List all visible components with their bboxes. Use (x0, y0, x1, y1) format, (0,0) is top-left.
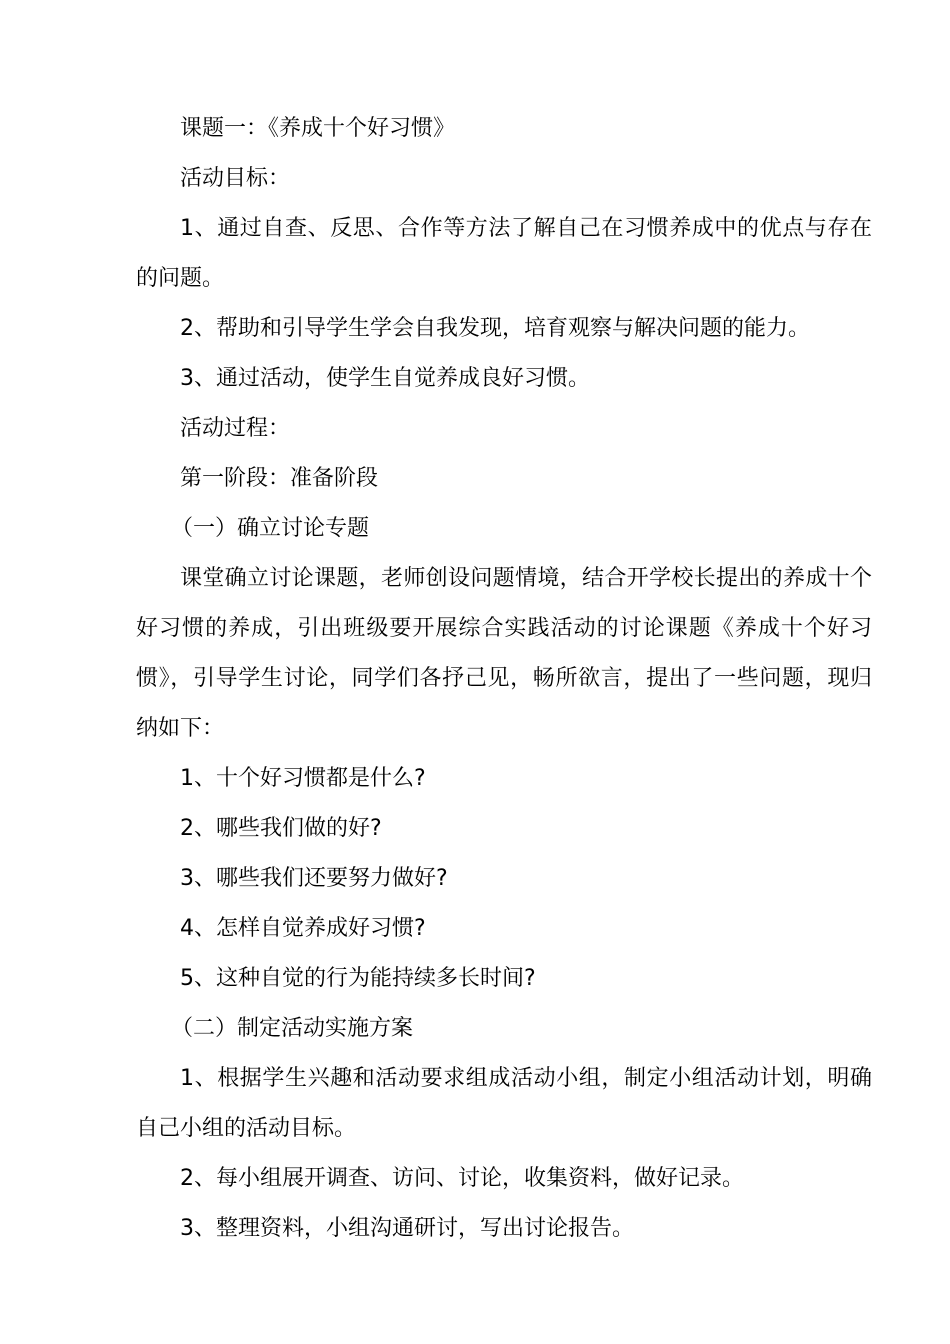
document-body (136, 104, 872, 1254)
question-item-3: 3、哪些我们还要努力做好? (180, 866, 448, 891)
process-heading: 活动过程： (180, 416, 291, 441)
question-item-5: 5、这种自觉的行为能持续多长时间? (180, 966, 536, 991)
section-one-heading: （一）确立讨论专题 (171, 516, 370, 541)
question-item-1: 1、十个好习惯都是什么? (180, 766, 426, 791)
objective-item-3: 3、通过活动，使学生自觉养成良好习惯。 (180, 366, 590, 391)
plan-item-3: 3、整理资料，小组沟通研讨，写出讨论报告。 (180, 1216, 634, 1241)
objective-item-2: 2、帮助和引导学生学会自我发现，培育观察与解决问题的能力。 (180, 316, 810, 341)
course-title: 课题一：《养成十个好习惯》 (180, 116, 456, 141)
question-item-4: 4、怎样自觉养成好习惯? (180, 916, 426, 941)
plan-item-2: 2、每小组展开调查、访问、讨论，收集资料，做好记录。 (180, 1166, 744, 1191)
question-item-2: 2、哪些我们做的好? (180, 816, 382, 841)
objectives-heading: 活动目标： (180, 166, 291, 191)
plan-item-1: 1、根据学生兴趣和活动要求组成活动小组，制定小组活动计划，明确自己小组的活动目标。 (136, 1066, 872, 1141)
stage-one-heading: 第一阶段：准备阶段 (180, 466, 379, 491)
section-one-body: 课堂确立讨论课题，老师创设问题情境，结合开学校长提出的养成十个好习惯的养成，引出班级要开展综合实践活动的讨论课题《养成十个好习惯》，引导学生讨论，同学们各抒己见，畅所欲言，提出了一些问题，现归纳如下： (136, 566, 872, 741)
objective-item-1: 1、通过自查、反思、合作等方法了解自己在习惯养成中的优点与存在的问题。 (136, 216, 872, 291)
section-two-heading: （二）制定活动实施方案 (171, 1016, 414, 1041)
